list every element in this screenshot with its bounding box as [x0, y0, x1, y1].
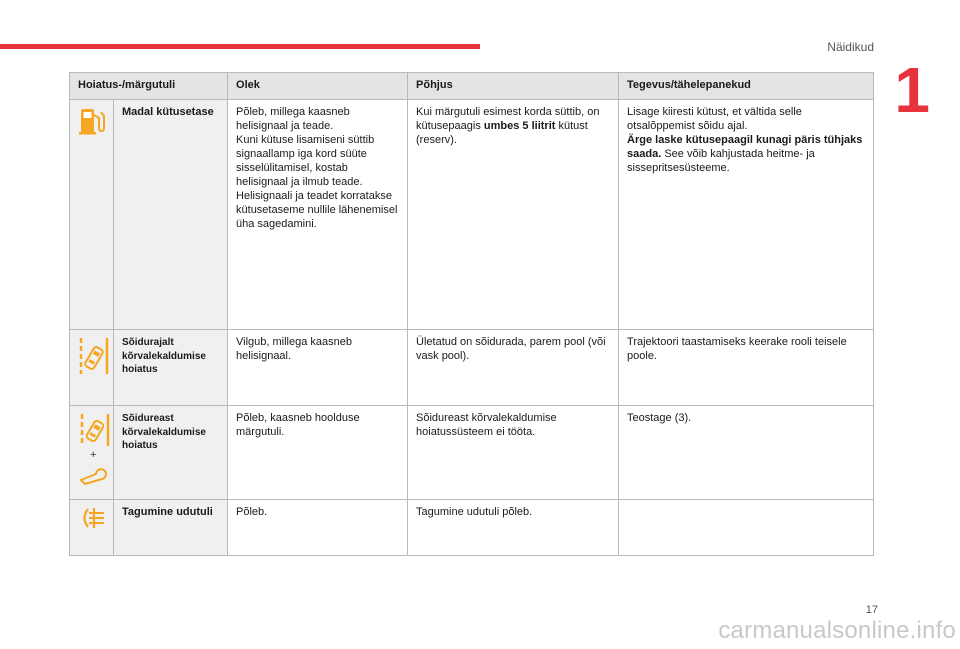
icon-cell [70, 330, 114, 406]
state-text: Kuni kütuse lisamiseni süttib signaallamp iga kord süüte sisselülitamisel, kostab helisignaal ja ilmub teade. [236, 133, 375, 188]
light-name: Madal kütusetase [114, 100, 228, 330]
state-cell [228, 100, 408, 330]
header-action: Tegevus/tähelepanekud [619, 73, 874, 100]
state-cell: Põleb, kaasneb hoolduse märgutuli. [228, 406, 408, 500]
action-bold-text: Ärge laske kütusepaagil kunagi päris tühjaks saada. [627, 133, 863, 160]
icon-cell [70, 100, 114, 330]
light-name: Tagumine udutuli [114, 499, 228, 555]
cause-cell: Sõidureast kõrvalekaldumise hoiatussüsteem ei tööta. [408, 406, 619, 500]
action-text: See võib kahjustada heitme- ja sissepritsesüsteeme. [627, 147, 815, 174]
cause-text: kütust (reserv). [416, 119, 588, 146]
chapter-number: 1 [894, 54, 930, 126]
state-text: Põleb, millega kaasneb helisignaal ja teade. [236, 106, 350, 132]
state-text: Helisignaali ja teadet korratakse kütusetaseme nullile lähenemisel üha sagedamini. [236, 189, 398, 230]
table-row [70, 499, 874, 555]
section-title: Näidikud [827, 40, 874, 54]
state-cell: Vilgub, millega kaasneb helisignaal. [228, 330, 408, 406]
cause-cell [408, 100, 619, 330]
header-cause: Põhjus [408, 73, 619, 100]
header-warning-light: Hoiatus-/märgutuli [70, 73, 228, 100]
top-accent-bar [0, 44, 480, 49]
light-name: Sõidurajalt kõrvalekaldumise hoiatus [114, 330, 228, 406]
rear-fog-light-icon [78, 506, 108, 535]
table-row [70, 100, 874, 330]
icon-cell [70, 406, 114, 500]
warning-lights-table [69, 72, 874, 556]
action-cell [619, 499, 874, 555]
lane-departure-service-icon [78, 412, 112, 493]
cause-bold-text: umbes 5 liitrit [483, 119, 556, 132]
cause-cell: Ületatud on sõidurada, parem pool (või vask pool). [408, 330, 619, 406]
state-cell: Põleb. [228, 499, 408, 555]
header-state: Olek [228, 73, 408, 100]
plus-symbol: + [90, 449, 97, 461]
action-cell: Teostage (3). [619, 406, 874, 500]
cause-text: Kui märgutuli esimest korda süttib, on kütusepaagis [416, 106, 600, 132]
page-number: 17 [865, 604, 878, 616]
table-header-row [70, 73, 874, 100]
cause-cell: Tagumine udutuli põleb. [408, 499, 619, 555]
watermark: carmanualsonline.info [718, 617, 956, 644]
light-name: Sõidureast kõrvalekaldumise hoiatus [114, 406, 228, 500]
action-cell: Trajektoori taastamiseks keerake rooli teisele poole. [619, 330, 874, 406]
fuel-pump-icon [78, 106, 106, 141]
lane-departure-icon [78, 336, 110, 381]
action-cell [619, 100, 874, 330]
table-row [70, 406, 874, 500]
table-row [70, 330, 874, 406]
action-text: Lisage kiiresti kütust, et vältida selle otsalõppemist sõidu ajal. [627, 106, 802, 132]
icon-cell [70, 499, 114, 555]
